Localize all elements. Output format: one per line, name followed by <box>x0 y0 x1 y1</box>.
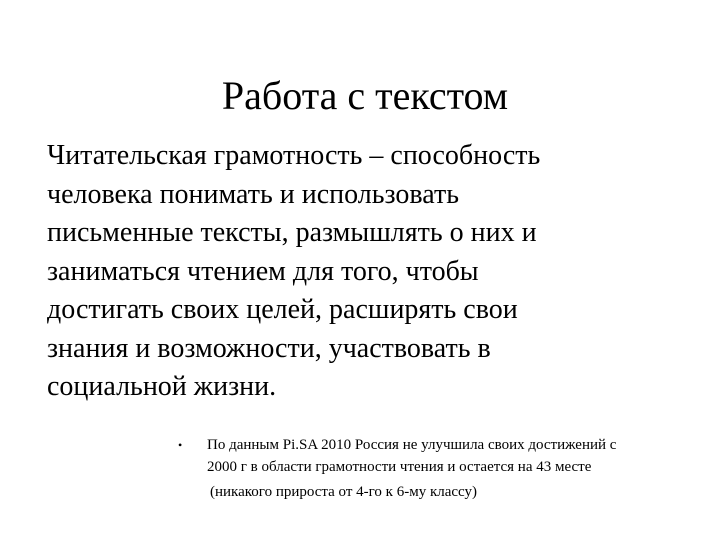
paragraph-line: человека понимать и использовать <box>47 178 459 210</box>
bullet-line: По данным Pi.SA 2010 Россия не улучшила своих достижений с <box>207 437 617 453</box>
paragraph-line: письменные тексты, размышлять о них и <box>47 217 537 248</box>
bullet-line: (никакого прироста от 4-го к 6-му классу) <box>210 484 478 500</box>
slide-title: Работа с текстом <box>221 73 509 118</box>
paragraph-line: достигать своих целей, расширять свои <box>47 294 518 325</box>
paragraph-line: знания и возможности, участвовать в <box>47 332 491 364</box>
bullet-icon: • <box>178 438 183 452</box>
bullet-text <box>207 434 687 503</box>
bullet-line: 2000 г в области грамотности чтения и остается на 43 месте <box>207 459 592 475</box>
paragraph-line: Читательская грамотность – способность <box>47 140 541 171</box>
definition-paragraph <box>47 137 657 407</box>
paragraph-line: социальной жизни. <box>47 371 277 402</box>
paragraph-line: заниматься чтением для того, чтобы <box>47 255 479 287</box>
